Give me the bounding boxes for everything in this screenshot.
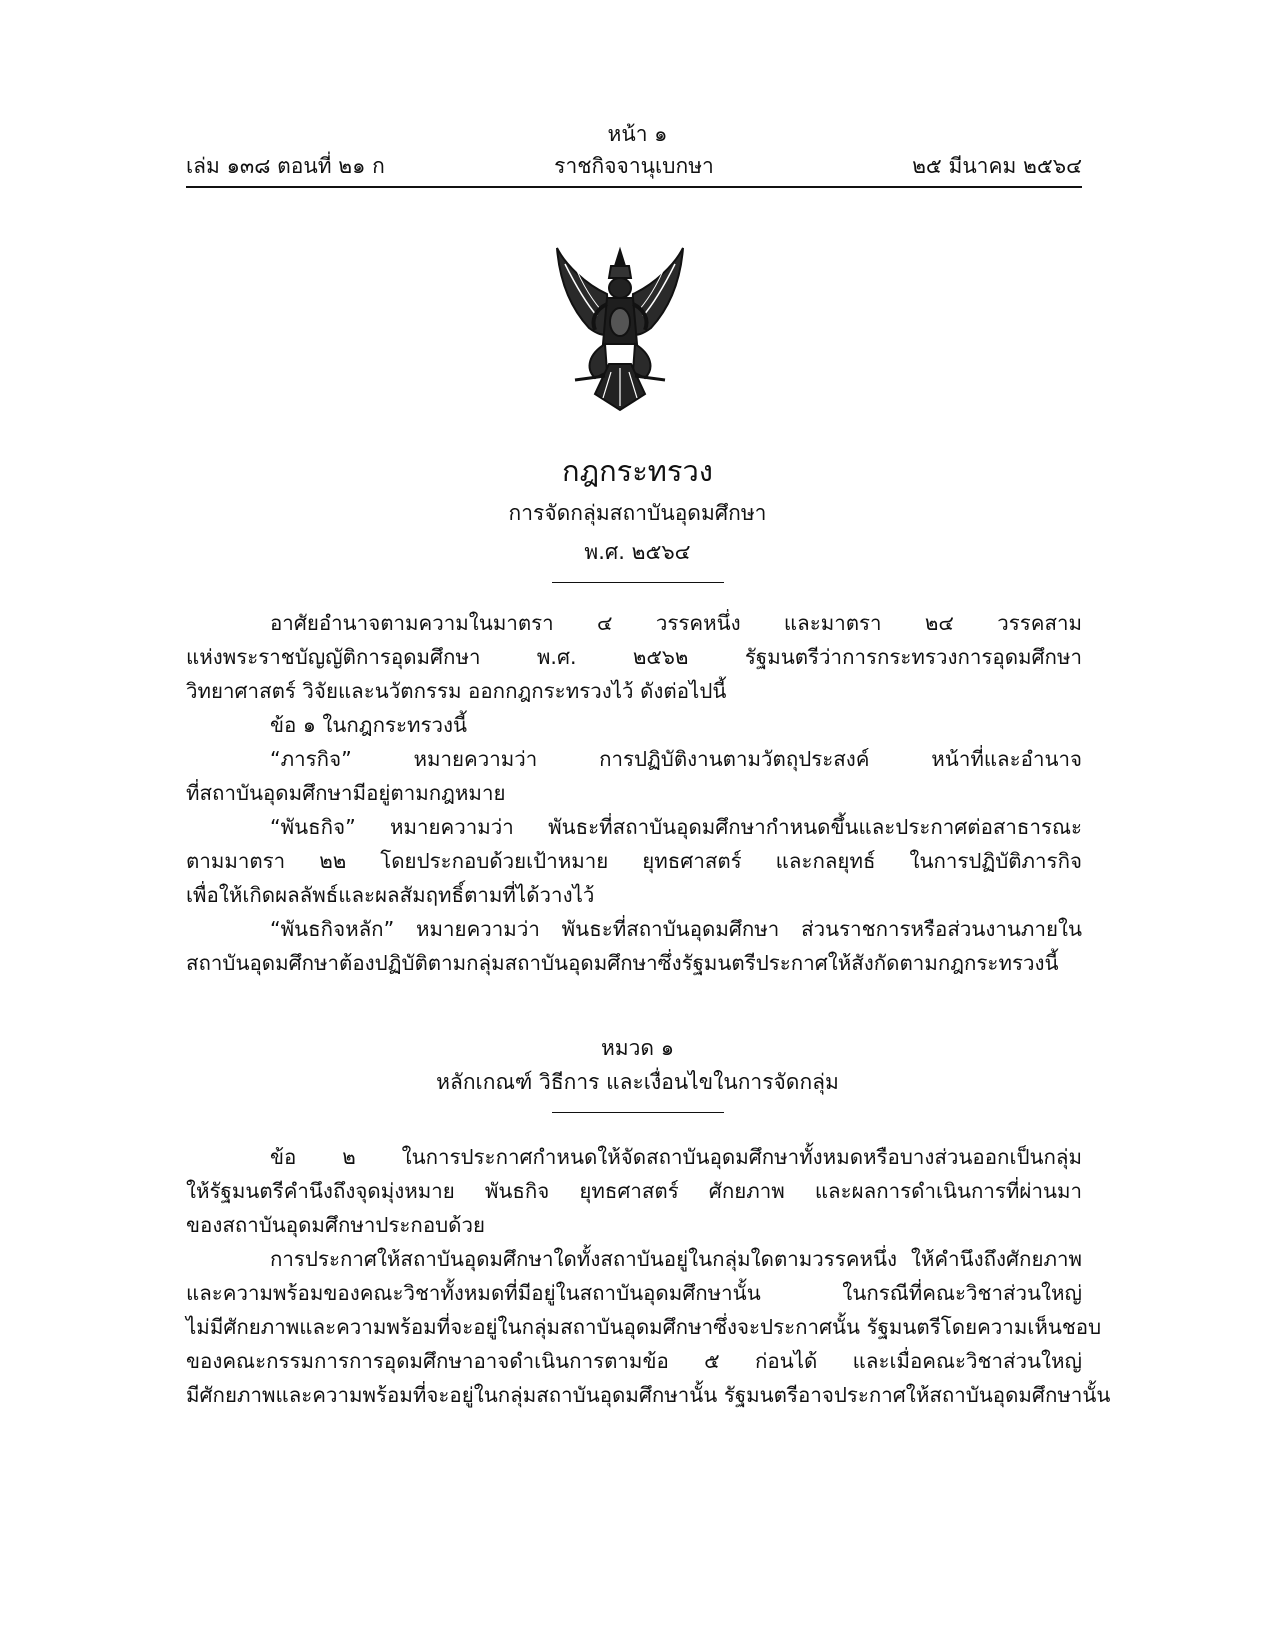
definition-line: ตามมาตรา ๒๒ โดยประกอบด้วยเป้าหมาย ยุทธศาสตร์ และกลยุทธ์ ในการปฏิบัติภารกิจ — [186, 849, 1082, 873]
document-year: พ.ศ. ๒๕๖๔ — [584, 540, 691, 564]
clause-2-line: ของคณะกรรมการการอุดมศึกษาอาจดำเนินการตามข้อ ๕ ก่อนได้ และเมื่อคณะวิชาส่วนใหญ่ — [186, 1349, 1082, 1373]
title-divider — [552, 582, 724, 583]
body-part-2 — [186, 1140, 1111, 1412]
body-part-1 — [186, 606, 1082, 980]
definition-line: “พันธกิจ” หมายความว่า พันธะที่สถาบันอุดมศึกษากำหนดขึ้นและประกาศต่อสาธารณะ — [270, 815, 1082, 839]
definition-line: ที่สถาบันอุดมศึกษามีอยู่ตามกฎหมาย — [186, 781, 506, 805]
chapter-divider — [552, 1112, 724, 1113]
document-subtitle: การจัดกลุ่มสถาบันอุดมศึกษา — [508, 501, 767, 525]
gazette-header — [186, 150, 1082, 180]
document-title: กฎกระทรวง — [562, 454, 713, 488]
clause-2-line: และความพร้อมของคณะวิชาทั้งหมดที่มีอยู่ในสถาบันอุดมศึกษานั้น ในกรณีที่คณะวิชาส่วนใหญ่ — [186, 1281, 1082, 1305]
clause-2-line: การประกาศให้สถาบันอุดมศึกษาใดทั้งสถาบันอยู่ในกลุ่มใดตามวรรคหนึ่ง ให้คำนึงถึงศักยภาพ — [270, 1247, 1082, 1271]
definition-line: “พันธกิจหลัก” หมายความว่า พันธะที่สถาบันอุดมศึกษา ส่วนราชการหรือส่วนงานภายใน — [270, 917, 1082, 941]
chapter-title: หลักเกณฑ์ วิธีการ และเงื่อนไขในการจัดกลุ่ม — [436, 1070, 839, 1094]
volume-issue: เล่ม ๑๓๘ ตอนที่ ๒๑ ก — [186, 154, 385, 178]
gazette-name: ราชกิจจานุเบกษา — [554, 154, 714, 178]
clause-2-line: ของสถาบันอุดมศึกษาประกอบด้วย — [186, 1213, 485, 1237]
definition-line: เพื่อให้เกิดผลลัพธ์และผลสัมฤทธิ์ตามที่ได้วางไว้ — [186, 883, 595, 907]
definition-line: “ภารกิจ” หมายความว่า การปฏิบัติงานตามวัตถุประสงค์ หน้าที่และอำนาจ — [270, 747, 1082, 771]
clause-1-heading: ข้อ ๑ ในกฎกระทรวงนี้ — [270, 713, 468, 737]
publication-date: ๒๕ มีนาคม ๒๕๖๔ — [912, 154, 1082, 178]
definition-line: สถาบันอุดมศึกษาต้องปฏิบัติตามกลุ่มสถาบันอุดมศึกษาซึ่งรัฐมนตรีประกาศให้สังกัดตามกฎกระทรวงนี้ — [186, 951, 1059, 975]
clause-2-line: ไม่มีศักยภาพและความพร้อมที่จะอยู่ในกลุ่มสถาบันอุดมศึกษาซึ่งจะประกาศนั้น รัฐมนตรีโดยความเห็นชอบ — [186, 1315, 1102, 1339]
clause-2-line: มีศักยภาพและความพร้อมที่จะอยู่ในกลุ่มสถาบันอุดมศึกษานั้น รัฐมนตรีอาจประกาศให้สถาบันอุดมศึกษานั้น — [186, 1383, 1111, 1407]
garuda-emblem-icon — [545, 244, 695, 414]
clause-2-line: ให้รัฐมนตรีคำนึงถึงจุดมุ่งหมาย พันธกิจ ยุทธศาสตร์ ศักยภาพ และผลการดำเนินการที่ผ่านมา — [186, 1179, 1082, 1203]
clause-2-line: ข้อ ๒ ในการประกาศกำหนดให้จัดสถาบันอุดมศึกษาทั้งหมดหรือบางส่วนออกเป็นกลุ่ม — [270, 1145, 1082, 1169]
preamble-line: แห่งพระราชบัญญัติการอุดมศึกษา พ.ศ. ๒๕๖๒ รัฐมนตรีว่าการกระทรวงการอุดมศึกษา — [186, 645, 1082, 669]
header-divider — [186, 186, 1082, 188]
chapter-label: หมวด ๑ — [600, 1036, 675, 1060]
preamble-line: อาศัยอำนาจตามความในมาตรา ๔ วรรคหนึ่ง และมาตรา ๒๔ วรรคสาม — [270, 611, 1082, 635]
page-number: หน้า ๑ — [607, 122, 668, 146]
preamble-line: วิทยาศาสตร์ วิจัยและนวัตกรรม ออกกฎกระทรวงไว้ ดังต่อไปนี้ — [186, 679, 727, 703]
